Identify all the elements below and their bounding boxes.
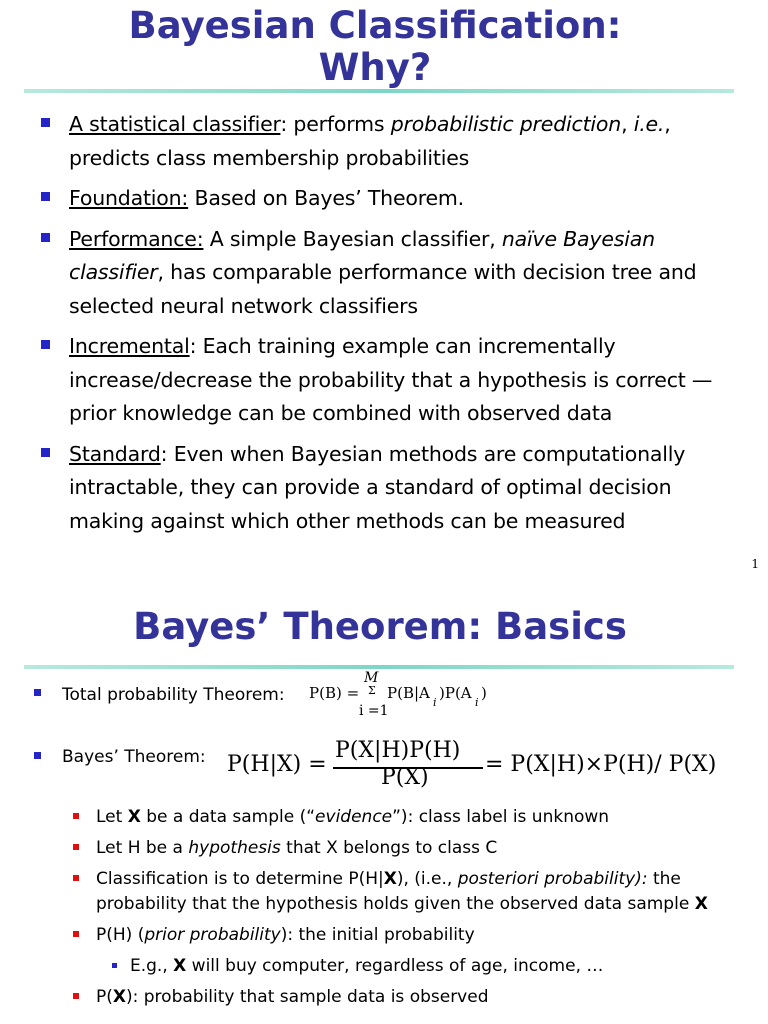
bullet-square-icon (34, 752, 41, 759)
bullet-square-icon (73, 813, 79, 819)
slide2-title: Bayes’ Theorem: Basics (133, 605, 627, 648)
bullet-standard: Standard: Even when Bayesian methods are computationally intractable, they can provide a standard of optimal decision making against which other methods can be measured (0, 438, 737, 539)
slide1-title (0, 5, 750, 89)
total-prob-label: Total probability Theorem: (62, 685, 285, 705)
bullet-square-icon (41, 233, 50, 242)
bullet-square-icon (73, 844, 79, 850)
list-item: P(H) (prior probability): the initial probability (0, 923, 726, 948)
page-number: 1 (751, 557, 759, 571)
bullet-square-icon (73, 993, 79, 999)
bullet-term: Foundation: (69, 186, 189, 210)
bullet-square-icon (73, 875, 79, 881)
slide1-title-line2: Why? (318, 46, 432, 89)
total-probability-formula: P(B) = M Σ i =1 P(B|A i )P(A i ) (309, 670, 487, 719)
slide1-bullet-list (0, 108, 737, 545)
list-item: Let X be a data sample (“evidence”): class label is unknown (0, 805, 726, 830)
list-item: E.g., X will buy computer, regardless of age, income, … (0, 954, 730, 979)
bayes-label: Bayes’ Theorem: (62, 747, 206, 767)
bullet-term: Standard (69, 441, 161, 466)
list-item: P(X): probability that sample data is observed (0, 985, 726, 1010)
bullet-square-icon (73, 931, 79, 937)
title-underline-rule (24, 665, 734, 669)
title-underline-rule (24, 89, 734, 93)
bullet-term: A statistical classifier (69, 112, 281, 136)
bullet-term: Performance: (69, 226, 204, 251)
bullet-square-icon (41, 192, 50, 201)
bullet-term: Incremental (69, 334, 190, 358)
bayes-theorem-formula: P(H|X) = P(X|H)P(H) P(X) = P(X|H)×P(H)/ P(X) (227, 738, 717, 790)
bullet-incremental: Incremental: Each training example can incrementally increase/decrease the probability that a hypothesis is correct — prior knowledge can be combined with observed data (0, 330, 737, 431)
list-item: Let H be a hypothesis that X belongs to class C (0, 836, 726, 861)
slide1-title-line1: Bayesian Classification: (128, 4, 622, 47)
bullet-square-icon (112, 963, 117, 968)
bullet-square-icon (41, 118, 50, 127)
bullet-square-icon (41, 340, 50, 349)
bullet-square-icon (34, 689, 41, 696)
list-item: Classification is to determine P(H|X), (i.e., posteriori probability): the probability that the hypothesis holds given the observed data sample X (0, 867, 726, 917)
bullet-foundation: Foundation: Based on Bayes’ Theorem. (0, 182, 737, 216)
bullet-square-icon (41, 448, 50, 457)
slide2-bullet-list (0, 805, 730, 1016)
slide-bayes-theorem-basics (0, 596, 768, 1024)
bullet-statistical-classifier: A statistical classifier: performs probabilistic prediction, i.e., predicts class membership probabilities (0, 108, 737, 175)
bullet-performance: Performance: A simple Bayesian classifier, naïve Bayesian classifier, has comparable performance with decision tree and selected neural network classifiers (0, 223, 737, 324)
